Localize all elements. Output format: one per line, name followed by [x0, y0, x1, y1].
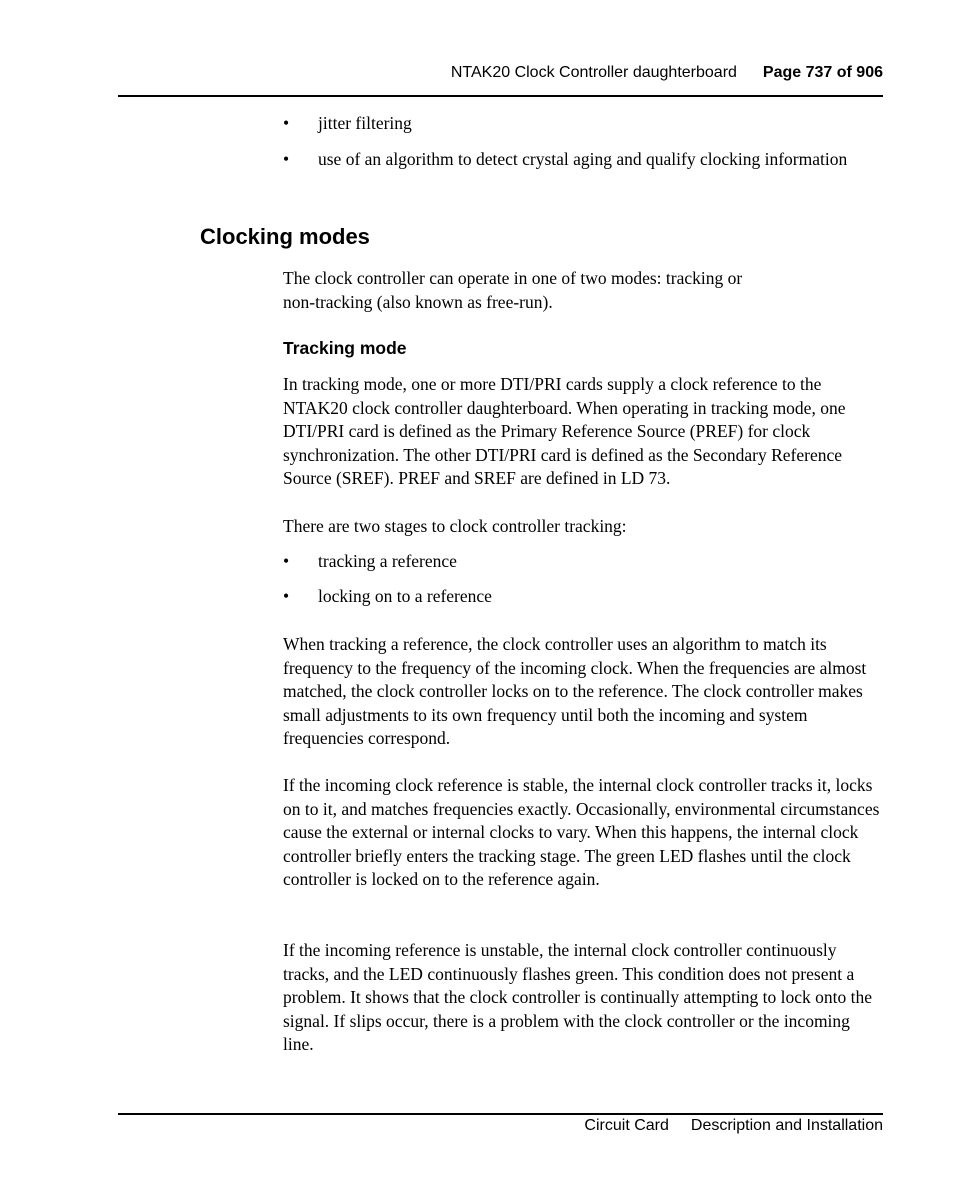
- paragraph-tracking-reference: When tracking a reference, the clock controller uses an algorithm to match its frequency to the frequency of the incoming clock. When the frequencies are almost matched, the clock controller locks on to the reference. The clock controller makes small adjustments to its own frequency until both the incoming and system frequencies correspond.: [283, 634, 867, 749]
- footer-right: Description and Installation: [690, 1117, 883, 1134]
- footer-left: Circuit Card: [584, 1117, 669, 1134]
- paragraph-tracking-mode: In tracking mode, one or more DTI/PRI cards supply a clock reference to the NTAK20 clock controller daughterboard. When operating in tracking mode, one DTI/PRI card is defined as the Primary Reference Source (PREF) for clock synchronization. The other DTI/PRI card is defined as the Secondary Reference Source (SREF). PREF and SREF are defined in LD 73.: [283, 374, 846, 489]
- section-heading: Clocking modes: [200, 224, 370, 249]
- bullet-dot: •: [283, 113, 290, 133]
- subsection-heading: Tracking mode: [283, 338, 407, 358]
- bullet-dot: •: [283, 149, 290, 169]
- intro-line-2: non-tracking (also known as free-run).: [283, 291, 553, 312]
- list-item-text: use of an algorithm to detect crystal aging and qualify clocking information: [318, 149, 848, 169]
- section-intro: [283, 267, 883, 314]
- header-rule: [118, 95, 883, 97]
- bullet-dot: •: [283, 551, 290, 571]
- list-item-text: tracking a reference: [318, 551, 457, 571]
- header-page-number: Page 737 of 906: [762, 64, 883, 81]
- bullet-dot: •: [283, 586, 290, 606]
- paragraph-unstable-reference: If the incoming reference is unstable, the internal clock controller continuously tracks, and the LED continuously flashes green. This condition does not present a problem. It shows that the clock controller is continually attempting to lock onto the signal. If slips occur, there is a problem with the clock controller or the incoming line.: [283, 940, 873, 1055]
- footer-rule: [118, 1113, 883, 1115]
- list-item-text: locking on to a reference: [318, 586, 492, 606]
- header-doc-title: NTAK20 Clock Controller daughterboard: [450, 64, 737, 81]
- intro-line-1: The clock controller can operate in one of two modes: tracking or: [283, 268, 743, 288]
- paragraph-stable-reference: If the incoming clock reference is stable, the internal clock controller tracks it, locks on to it, and matches frequencies exactly. Occasionally, environmental circumstances cause the external or internal clocks to vary. When this happens, the internal clock controller briefly enters the tracking stage. The green LED flashes until the clock controller is locked on to the reference again.: [283, 775, 880, 890]
- paragraph-stages-intro: There are two stages to clock controller tracking:: [283, 516, 627, 536]
- page-footer: [118, 1117, 883, 1135]
- list-item-text: jitter filtering: [318, 113, 412, 133]
- page-header: [118, 64, 883, 88]
